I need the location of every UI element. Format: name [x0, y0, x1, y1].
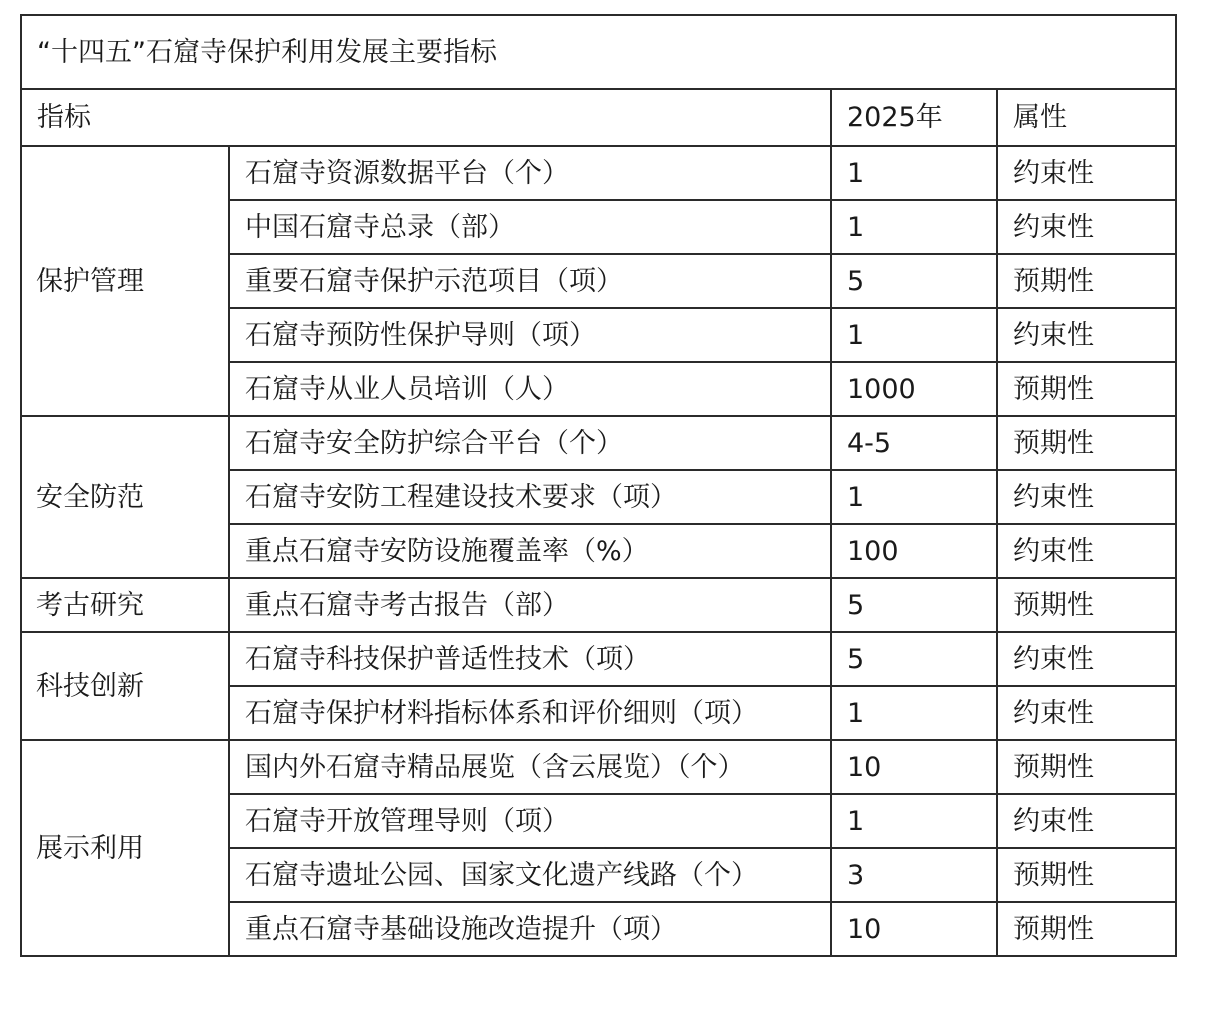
target-value-cell: 3: [831, 848, 997, 902]
target-value-cell: 1: [831, 794, 997, 848]
indicator-cell: 石窟寺安防工程建设技术要求（项）: [229, 470, 831, 524]
attribute-cell: 约束性: [997, 200, 1176, 254]
target-value-cell: 1: [831, 686, 997, 740]
indicators-table: [20, 14, 1177, 957]
indicator-cell: 石窟寺保护材料指标体系和评价细则（项）: [229, 686, 831, 740]
indicator-cell: 石窟寺遗址公园、国家文化遗产线路（个）: [229, 848, 831, 902]
table-row: [21, 416, 1176, 470]
attribute-cell: 约束性: [997, 686, 1176, 740]
target-value-cell: 10: [831, 902, 997, 956]
category-cell: 考古研究: [21, 578, 229, 632]
target-value-cell: 5: [831, 632, 997, 686]
category-cell: 科技创新: [21, 632, 229, 740]
title-row: [21, 15, 1176, 89]
attribute-cell: 预期性: [997, 902, 1176, 956]
indicator-cell: 石窟寺科技保护普适性技术（项）: [229, 632, 831, 686]
category-cell: 安全防范: [21, 416, 229, 578]
table-row: [21, 578, 1176, 632]
table-title: “十四五”石窟寺保护利用发展主要指标: [21, 15, 1176, 89]
target-value-cell: 5: [831, 254, 997, 308]
indicator-cell: 中国石窟寺总录（部）: [229, 200, 831, 254]
attribute-cell: 预期性: [997, 578, 1176, 632]
header-row: [21, 89, 1176, 146]
attribute-cell: 约束性: [997, 470, 1176, 524]
target-value-cell: 1: [831, 146, 997, 200]
indicators-table-container: [20, 14, 1175, 957]
category-cell: 保护管理: [21, 146, 229, 416]
header-indicator: 指标: [21, 89, 831, 146]
table-row: [21, 146, 1176, 200]
indicator-cell: 重点石窟寺安防设施覆盖率（%）: [229, 524, 831, 578]
attribute-cell: 约束性: [997, 308, 1176, 362]
indicator-cell: 石窟寺安全防护综合平台（个）: [229, 416, 831, 470]
header-attribute: 属性: [997, 89, 1176, 146]
indicator-cell: 石窟寺开放管理导则（项）: [229, 794, 831, 848]
indicator-cell: 重要石窟寺保护示范项目（项）: [229, 254, 831, 308]
attribute-cell: 预期性: [997, 416, 1176, 470]
table-row: [21, 632, 1176, 686]
indicator-cell: 重点石窟寺考古报告（部）: [229, 578, 831, 632]
indicator-cell: 石窟寺资源数据平台（个）: [229, 146, 831, 200]
target-value-cell: 5: [831, 578, 997, 632]
category-cell: 展示利用: [21, 740, 229, 956]
target-value-cell: 10: [831, 740, 997, 794]
target-value-cell: 1: [831, 470, 997, 524]
indicator-cell: 石窟寺从业人员培训（人）: [229, 362, 831, 416]
table-row: [21, 740, 1176, 794]
attribute-cell: 预期性: [997, 362, 1176, 416]
attribute-cell: 约束性: [997, 146, 1176, 200]
indicator-cell: 重点石窟寺基础设施改造提升（项）: [229, 902, 831, 956]
attribute-cell: 预期性: [997, 848, 1176, 902]
target-value-cell: 100: [831, 524, 997, 578]
attribute-cell: 预期性: [997, 740, 1176, 794]
attribute-cell: 约束性: [997, 794, 1176, 848]
target-value-cell: 1000: [831, 362, 997, 416]
target-value-cell: 1: [831, 200, 997, 254]
attribute-cell: 约束性: [997, 632, 1176, 686]
attribute-cell: 约束性: [997, 524, 1176, 578]
attribute-cell: 预期性: [997, 254, 1176, 308]
target-value-cell: 4-5: [831, 416, 997, 470]
header-year: 2025年: [831, 89, 997, 146]
target-value-cell: 1: [831, 308, 997, 362]
indicator-cell: 国内外石窟寺精品展览（含云展览）（个）: [229, 740, 831, 794]
indicator-cell: 石窟寺预防性保护导则（项）: [229, 308, 831, 362]
